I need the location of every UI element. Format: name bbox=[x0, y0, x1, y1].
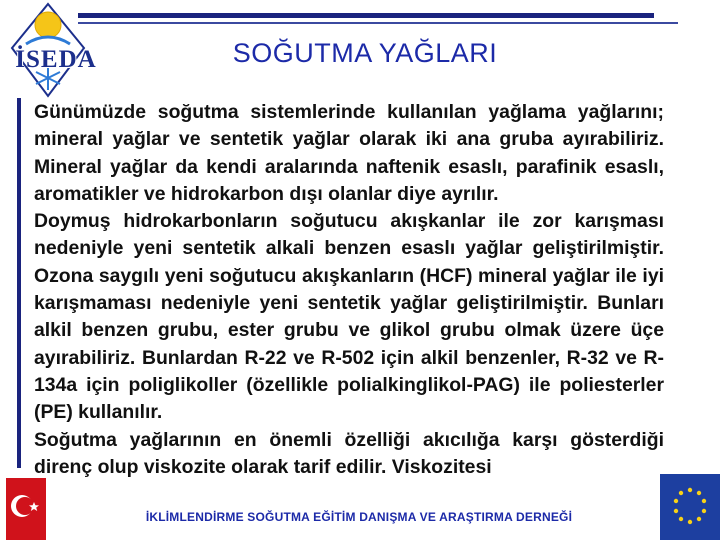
paragraph-3: Soğutma yağlarının en önemli özelliği akıcılığa karşı gösterdiği direnç olup viskozite olarak tarif edilir. Viskozitesi bbox=[34, 428, 664, 478]
paragraph-2: Doymuş hidrokarbonların soğutucu akışkanlar ile zor karışması nedeniyle yeni sentetik alkali benzen esaslı yağlar geliştirilmiştir. Ozona saygılı yeni soğutucu akışkanların (HCF) mineral yağlar ile iyi karışmaması nedeniyle yeni sentetik yağlar geliştirilmiştir. Bunları alkil benzen grubu, ester grubu ve glikol grubu olmak üzere üçe ayırabiliriz. Bunlardan R-22 ve R-502 için alkil benzenler, R-32 ve R-134a için poliglikoller (özellikle polialkinglikol-PAG) ile poliesterler (PE) kullanılır. bbox=[34, 210, 664, 424]
paragraph-1: Günümüzde soğutma sistemlerinde kullanılan yağlama yağlarını; mineral yağlar ve sentetik yağlar olarak iki ana gruba ayırabiliriz. Mineral yağlar da kendi aralarında naftenik esaslı, parafinik esaslı, aromatikler ve hidrokarbon dışı olanlar diye ayrılır. bbox=[34, 101, 664, 205]
header-bar-thin bbox=[78, 22, 678, 24]
slide-title: SOĞUTMA YAĞLARI bbox=[232, 38, 498, 68]
turkey-flag-icon bbox=[6, 478, 46, 540]
left-bar bbox=[17, 98, 21, 468]
slide-body bbox=[34, 99, 664, 481]
logo-text: İSEDA bbox=[15, 46, 97, 73]
header-bar bbox=[78, 13, 654, 18]
eu-flag-icon bbox=[660, 474, 720, 540]
footer-text: İKLİMLENDİRME SOĞUTMA EĞİTİM DANIŞMA VE ARAŞTIRMA DERNEĞİ bbox=[145, 510, 573, 524]
